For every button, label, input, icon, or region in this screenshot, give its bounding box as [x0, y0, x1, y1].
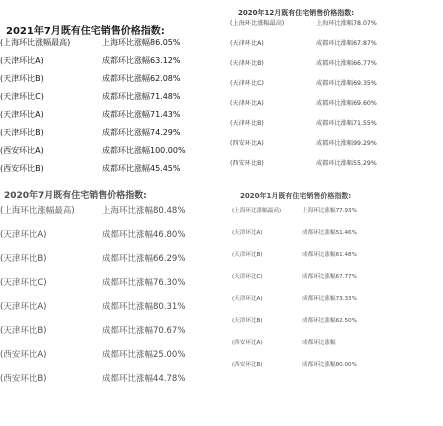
price-value: 上海环比涨幅80.48%	[102, 206, 186, 216]
list-item	[0, 252, 226, 273]
city-label: (天津环比A)	[232, 230, 263, 236]
list-item	[0, 204, 226, 225]
price-value: 上海环比涨幅86.05%	[102, 38, 181, 47]
price-value: 成都环比涨幅55.29%	[316, 160, 377, 167]
city-label: (西安环比A)	[0, 350, 47, 360]
price-value: 成都环比涨幅44.78%	[102, 374, 186, 384]
city-label: (西安环比A)	[0, 146, 44, 155]
list-item	[230, 78, 443, 96]
list-item	[232, 228, 443, 249]
list-item	[0, 127, 210, 143]
price-value: 成都环比涨幅69.60%	[316, 100, 377, 107]
list-item	[0, 348, 226, 369]
list-item	[230, 158, 443, 176]
city-label: (天津环比C)	[0, 92, 44, 101]
housing-price-panel-2020-07	[0, 188, 226, 426]
price-value: 成都环比涨幅66.77%	[316, 60, 377, 67]
price-value: 成都环比涨幅25.00%	[102, 350, 186, 360]
city-label: (天津环比A)	[230, 40, 264, 47]
city-label: (上海环比涨幅最高)	[0, 38, 71, 47]
list-item	[0, 55, 210, 71]
city-label: (天津环比A)	[0, 302, 47, 312]
list-item	[232, 316, 443, 337]
price-value: 成都环比涨幅62.50%	[302, 318, 357, 324]
list-item	[230, 98, 443, 116]
city-label: (西安环比A)	[232, 340, 263, 346]
city-label: (西安环比A)	[230, 140, 264, 147]
price-value: 成都环比涨幅100.00%	[102, 146, 186, 155]
list-item	[0, 109, 210, 125]
city-label: (天津环比A)	[0, 230, 47, 240]
list-item	[0, 73, 210, 89]
panel-title: 2021年7月既有住宅销售价格指数:	[6, 26, 165, 37]
list-item	[0, 276, 226, 297]
city-label: (天津环比A)	[230, 100, 264, 107]
price-value: 成都环比涨幅80.31%	[102, 302, 186, 312]
list-item	[0, 145, 210, 161]
city-label: (西安环比B)	[232, 362, 263, 368]
city-label: (天津环比B)	[0, 326, 47, 336]
list-item	[232, 360, 443, 381]
city-label: (天津环比B)	[0, 128, 44, 137]
price-value: 成都环比涨幅66.29%	[102, 254, 186, 264]
list-item	[230, 138, 443, 156]
city-label: (天津环比A)	[0, 110, 44, 119]
price-value: 上海环比涨幅77.93%	[302, 208, 357, 214]
list-item	[230, 38, 443, 56]
housing-price-panel-2020-12	[230, 8, 443, 180]
city-label: (天津环比B)	[230, 120, 264, 127]
list-item	[232, 294, 443, 315]
city-label: (西安环比B)	[0, 164, 44, 173]
price-value: 成都环比涨幅62.08%	[102, 74, 181, 83]
list-item	[230, 18, 443, 36]
price-value: 成都环比涨幅80.00%	[302, 362, 357, 368]
price-value: 成都环比涨幅67.87%	[316, 40, 377, 47]
price-value: 成都环比涨幅99.29%	[316, 140, 377, 147]
city-label: (上海环比涨幅最高)	[230, 20, 285, 27]
city-label: (天津环比C)	[232, 274, 263, 280]
price-value: 成都环比涨幅45.45%	[102, 164, 181, 173]
city-label: (天津环比B)	[230, 60, 264, 67]
price-value: 成都环比涨幅73.33%	[302, 296, 357, 302]
list-item	[232, 338, 443, 359]
panel-title: 2020年12月既有住宅销售价格指数:	[238, 9, 355, 17]
panel-title: 2020年7月既有住宅销售价格指数:	[4, 191, 147, 201]
list-item	[230, 58, 443, 76]
city-label: (上海环比涨幅最高)	[0, 206, 75, 216]
list-item	[0, 372, 226, 393]
price-value: 成都环比涨幅	[302, 340, 336, 346]
city-label: (天津环比B)	[232, 318, 263, 324]
price-value: 成都环比涨幅74.29%	[102, 128, 181, 137]
price-value: 上海环比涨幅78.07%	[316, 20, 377, 27]
city-label: (天津环比C)	[230, 80, 264, 87]
city-label: (天津环比A)	[0, 56, 44, 65]
price-value: 成都环比涨幅67.77%	[302, 274, 357, 280]
price-value: 成都环比涨幅46.80%	[102, 230, 186, 240]
price-value: 成都环比涨幅63.12%	[102, 56, 181, 65]
city-label: (西安环比B)	[230, 160, 264, 167]
price-value: 成都环比涨幅70.67%	[102, 326, 186, 336]
price-value: 成都环比涨幅76.30%	[102, 278, 186, 288]
city-label: (天津环比C)	[0, 278, 47, 288]
list-item	[0, 91, 210, 107]
list-item	[232, 206, 443, 227]
list-item	[0, 300, 226, 321]
city-label: (上海环比涨幅最高)	[232, 208, 282, 214]
list-item	[0, 163, 210, 179]
panel-title: 2020年1月既有住宅销售价格指数:	[240, 192, 352, 200]
price-value: 成都环比涨幅61.48%	[302, 252, 357, 258]
price-value: 成都环比涨幅71.48%	[102, 92, 181, 101]
city-label: (天津环比B)	[0, 74, 44, 83]
price-value: 成都环比涨幅71.43%	[102, 110, 181, 119]
price-value: 成都环比涨幅69.35%	[316, 80, 377, 87]
list-item	[232, 272, 443, 293]
price-value: 成都环比涨幅51.46%	[302, 230, 357, 236]
price-value: 成都环比涨幅71.55%	[316, 120, 377, 127]
housing-price-panel-2021-07	[0, 20, 210, 180]
list-item	[0, 324, 226, 345]
list-item	[232, 250, 443, 271]
list-item	[230, 118, 443, 136]
city-label: (天津环比B)	[232, 252, 263, 258]
city-label: (天津环比A)	[232, 296, 263, 302]
city-label: (西安环比B)	[0, 374, 47, 384]
list-item	[0, 37, 210, 53]
city-label: (天津环比B)	[0, 254, 47, 264]
list-item	[0, 228, 226, 249]
housing-price-panel-2020-01	[232, 188, 443, 426]
